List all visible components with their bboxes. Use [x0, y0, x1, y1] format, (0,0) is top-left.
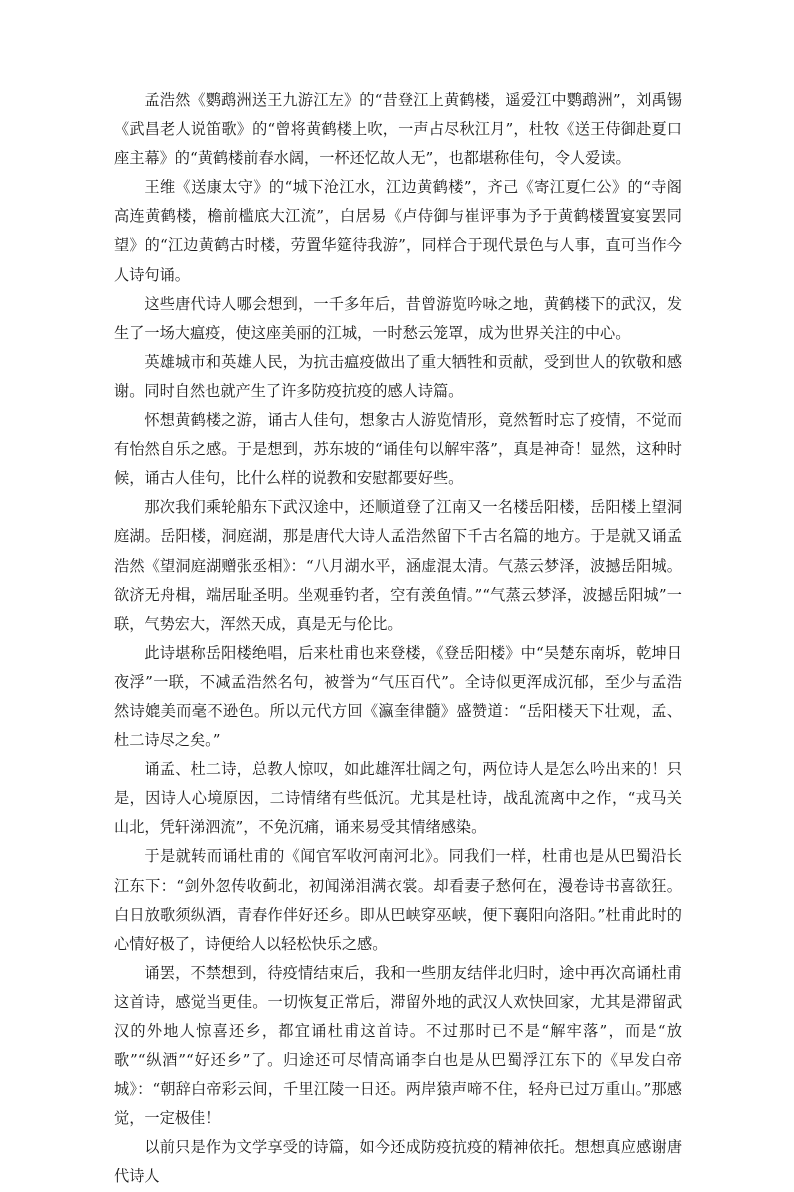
paragraph-5: 怀想黄鹤楼之游，诵古人佳句，想象古人游览情形，竟然暂时忘了疫情，不觉而有怡然自乐之感。于是想到，苏东坡的“诵佳句以解牢落”，真是神奇！显然，这种时候，诵古人佳句，比什么样的说教和安慰都要好些。 [114, 411, 682, 488]
paragraph-8: 诵孟、杜二诗，总教人惊叹，如此雄浑壮阔之句，两位诗人是怎么吟出来的！只是，因诗人心境原因，二诗情绪有些低沉。尤其是杜诗，战乱流离中之作，“戎马关山北，凭轩涕泗流”，不免沉痛，诵来易受其情绪感染。 [114, 760, 682, 837]
paragraph-11: 以前只是作为文学享受的诗篇，如今还成防疫抗疫的精神依托。想想真应感谢唐代诗人 [114, 1138, 682, 1186]
paragraph-10: 诵罢，不禁想到，待疫情结束后，我和一些朋友结伴北归时，途中再次高诵杜甫这首诗，感觉当更佳。一切恢复正常后，滞留外地的武汉人欢快回家，尤其是滞留武汉的外地人惊喜还乡，都宜诵杜甫这首诗。不过那时已不是“解牢落”，而是“放歌”“纵酒”“好还乡”了。归途还可尽情高诵李白也是从巴蜀浮江东下的《早发白帝城》：“朝辞白帝彩云间，千里江陵一日还。两岸猿声啼不住，轻舟已过万重山。”那感觉，一定极佳！ [114, 963, 682, 1128]
paragraph-9: 于是就转而诵杜甫的《闻官军收河南河北》。同我们一样，杜甫也是从巴蜀沿长江东下：“剑外忽传收蓟北，初闻涕泪满衣裳。却看妻子愁何在，漫卷诗书喜欲狂。白日放歌须纵酒，青春作伴好还乡。即从巴峡穿巫峡，便下襄阳向洛阳。”杜甫此时的心情好极了，诗便给人以轻松快乐之感。 [114, 847, 682, 953]
paragraph-7: 此诗堪称岳阳楼绝唱，后来杜甫也来登楼，《登岳阳楼》中“吴楚东南坼，乾坤日夜浮”一联，不减孟浩然名句，被誉为“气压百代”。全诗似更浑成沉郁，至少与孟浩然诗媲美而毫不逊色。所以元代方回《瀛奎律髓》盛赞道：“岳阳楼天下壮观，孟、杜二诗尽之矣。” [114, 643, 682, 750]
paragraph-1: 孟浩然《鹦鹉洲送王九游江左》的“昔登江上黄鹤楼，遥爱江中鹦鹉洲”，刘禹锡《武昌老人说笛歌》的“曾将黄鹤楼上吹，一声占尽秋江月”，杜牧《送王侍御赴夏口座主幕》的“黄鹤楼前春水阔，一杯还忆故人无”，也都堪称佳句，令人爱读。 [114, 91, 682, 168]
paragraph-3: 这些唐代诗人哪会想到，一千多年后，昔曾游览吟咏之地，黄鹤楼下的武汉，发生了一场大瘟疫，使这座美丽的江城，一时愁云笼罩，成为世界关注的中心。 [114, 294, 682, 342]
document-body [114, 86, 682, 1192]
paragraph-4: 英雄城市和英雄人民，为抗击瘟疫做出了重大牺牲和贡献，受到世人的钦敬和感谢。同时自然也就产生了许多防疫抗疫的感人诗篇。 [114, 352, 682, 400]
paragraph-6: 那次我们乘轮船东下武汉途中，还顺道登了江南又一名楼岳阳楼，岳阳楼上望洞庭湖。岳阳楼，洞庭湖，那是唐代大诗人孟浩然留下千古名篇的地方。于是就又诵孟浩然《望洞庭湖赠张丞相》：“八月湖水平，涵虚混太清。气蒸云梦泽，波撼岳阳城。欲济无舟楫，端居耻圣明。坐观垂钓者，空有羡鱼情。”“气蒸云梦泽，波撼岳阳城”一联，气势宏大，浑然天成，真是无与伦比。 [114, 498, 682, 633]
paragraph-2: 王维《送康太守》的“城下沧江水，江边黄鹤楼”，齐己《寄江夏仁公》的“寺阁高连黄鹤楼，檐前槛底大江流”，白居易《卢侍御与崔评事为予于黄鹤楼置宴宴罢同望》的“江边黄鹤古时楼，劳置华筵待我游”，同样合于现代景色与人事，直可当作今人诗句诵。 [114, 178, 682, 284]
